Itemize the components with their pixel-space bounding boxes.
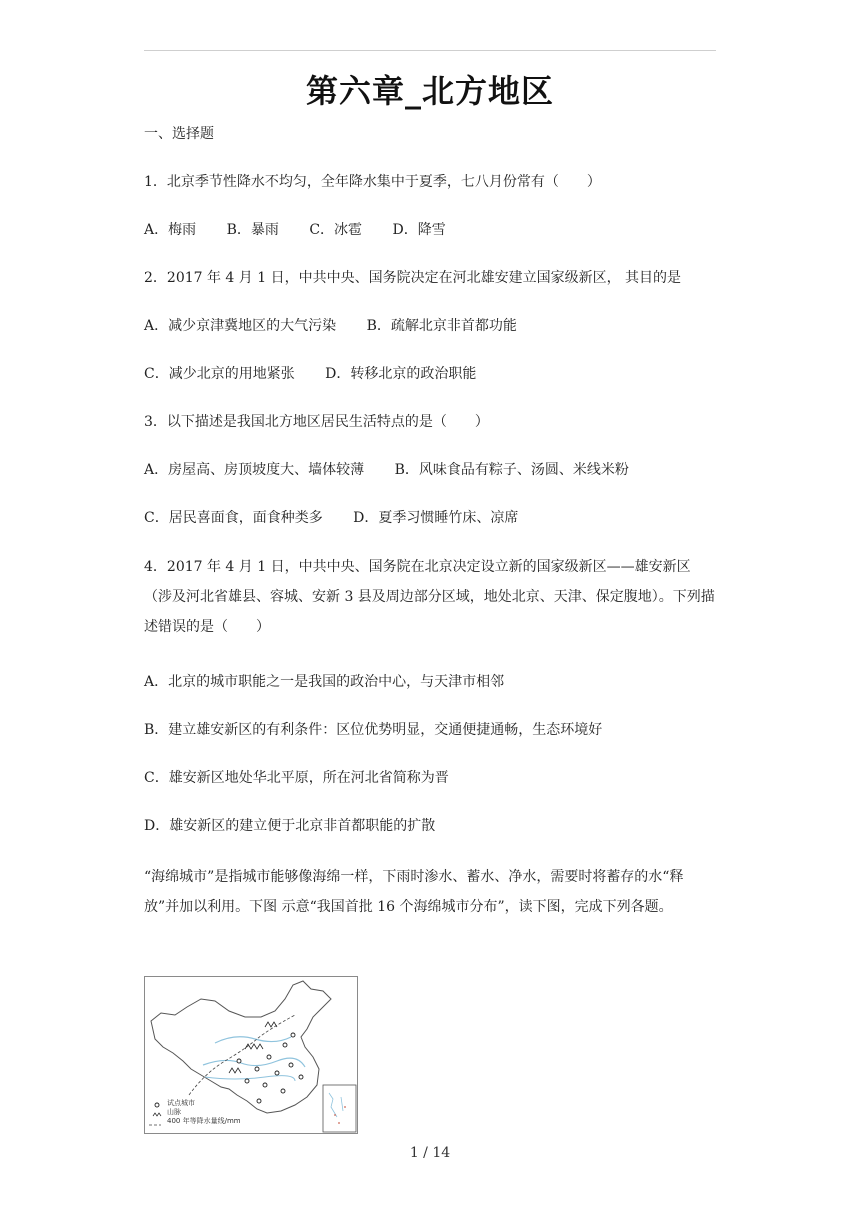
question-3-stem: 3．以下描述是我国北方地区居民生活特点的是（ ）: [144, 414, 489, 430]
section-heading: 一、选择题: [144, 126, 214, 142]
question-2-options-row-1: [144, 316, 724, 336]
option-c: C．居民喜面食，面食种类多: [144, 510, 323, 526]
sponge-city-passage: “海绵城市”是指城市能够像海绵一样，下雨时渗水、蓄水、净水，需要时将蓄存的水“释放”并加以利用。下图 示意“我国首批 16 个海绵城市分布”，读下图，完成下列各题。: [144, 869, 684, 915]
option-b: B．暴雨: [226, 222, 279, 238]
option-b: B．风味食品有粽子、汤圆、米线米粉: [394, 462, 629, 478]
question-2-options-row-2: [144, 364, 724, 384]
sponge-city-map: [144, 976, 358, 1134]
question-4-option-a: A．北京的城市职能之一是我国的政治中心，与天津市相邻: [144, 674, 505, 690]
option-c: C．冰雹: [309, 222, 363, 238]
page-number: 1 / 14: [409, 1145, 451, 1161]
option-d: D．转移北京的政治职能: [325, 366, 477, 382]
question-1-options: [144, 220, 724, 240]
page-title: 第六章_北方地区: [305, 72, 554, 110]
option-a: A．减少京津冀地区的大气污染: [144, 318, 337, 334]
option-a: A．梅雨: [144, 222, 197, 238]
legend-pilot-city: 试点城市: [167, 1099, 195, 1107]
option-c: C．减少北京的用地紧张: [144, 366, 295, 382]
question-4-option-b: B．建立雄安新区的有利条件：区位优势明显，交通便捷通畅，生态环境好: [144, 722, 603, 738]
option-d: D．夏季习惯睡竹床、凉席: [353, 510, 519, 526]
question-4-option-c: C．雄安新区地处华北平原，所在河北省简称为晋: [144, 770, 449, 786]
question-3-options-row-2: [144, 508, 724, 528]
legend-isohyet: 400 年等降水量线/mm: [167, 1117, 241, 1125]
option-b: B．疏解北京非首都功能: [366, 318, 517, 334]
option-d: D．降雪: [392, 222, 446, 238]
question-3-options-row-1: [144, 460, 724, 480]
question-2-stem: 2．2017 年 4 月 1 日，中共中央、国务院决定在河北雄安建立国家级新区， 其目的是: [144, 270, 682, 286]
header-rule: [144, 50, 716, 51]
question-1-stem: 1．北京季节性降水不均匀，全年降水集中于夏季，七八月份常有（ ）: [144, 174, 601, 190]
option-a: A．房屋高、房顶坡度大、墙体较薄: [144, 462, 365, 478]
question-4-stem: 4．2017 年 4 月 1 日，中共中央、国务院在北京决定设立新的国家级新区——雄安新区（涉及河北省雄县、容城、安新 3 县及周边部分区域，地处北京、天津、保定腹地）。下列描述错误的是（ ）: [144, 559, 715, 635]
legend-mountain: 山脉: [167, 1108, 181, 1116]
question-4-option-d: D．雄安新区的建立便于北京非首都职能的扩散: [144, 818, 436, 834]
